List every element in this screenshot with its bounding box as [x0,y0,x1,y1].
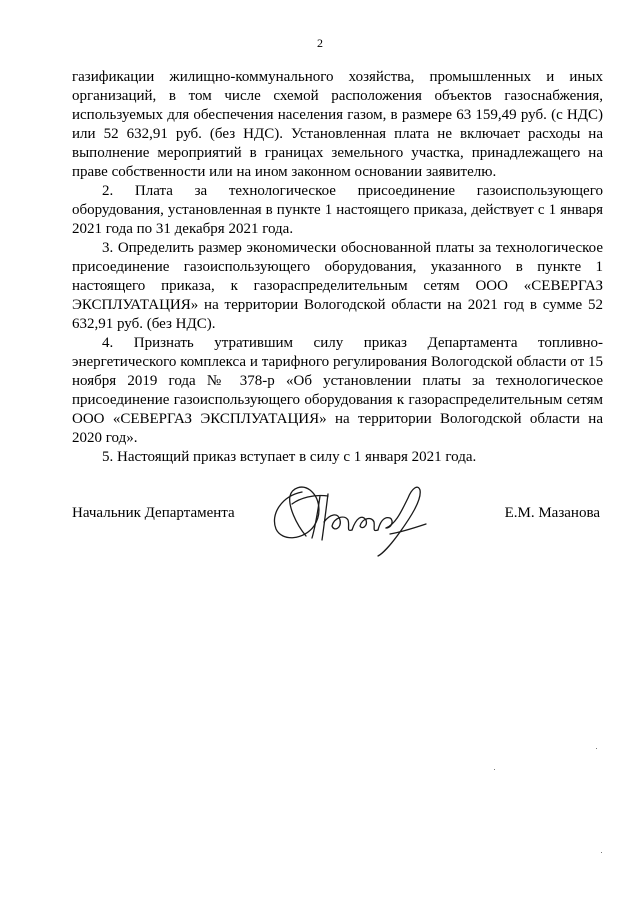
signatory-position: Начальник Департамента [72,505,235,521]
scan-speck [596,748,597,749]
signatory-name: Е.М. Мазанова [504,505,600,521]
scan-speck [601,852,602,853]
paragraph-5: 5. Настоящий приказ вступает в силу с 1 января 2021 года. [102,449,477,465]
page-number: 2 [317,36,323,50]
document-body [72,68,603,467]
paragraph-4: 4. Признать утратившим силу приказ Департамента топливно-энергетического комплекса и тарифного регулирования Вологодской области от 15 ноября 2019 года № 378-р «Об установлении платы за технологическое присоединение газоиспользующего оборудования к газораспределительным сетям ООО «СЕВЕРГАЗ ЭКСПЛУАТАЦИЯ» на территории Вологодской области на 2020 год». [72,335,603,446]
paragraph-2: 2. Плата за технологическое присоединение газоиспользующего оборудования, установленная в пункте 1 настоящего приказа, действует с 1 января 2021 года по 31 декабря 2021 года. [72,183,603,237]
paragraph-3: 3. Определить размер экономически обоснованной платы за технологическое присоединение газоиспользующего оборудования, указанного в пункте 1 настоящего приказа, к газораспределительным сетям ООО «СЕВЕРГАЗ ЭКСПЛУАТАЦИЯ» на территории Вологодской области на 2021 год в сумме 52 632,91 руб. (без НДС). [72,240,603,332]
handwritten-signature [262,474,442,559]
paragraph-continuation: газификации жилищно-коммунального хозяйства, промышленных и иных организаций, в том числе схемой расположения объектов газоснабжения, используемых для обеспечения населения газом, в размере 63 159,49 руб. (с НДС) или 52 632,91 руб. (без НДС). Установленная плата не включает расходы на выполнение мероприятий в границах земельного участка, принадлежащего на праве собственности или на ином законном основании заявителю. [72,69,603,180]
scan-speck [494,769,495,770]
signature-block [72,474,603,554]
